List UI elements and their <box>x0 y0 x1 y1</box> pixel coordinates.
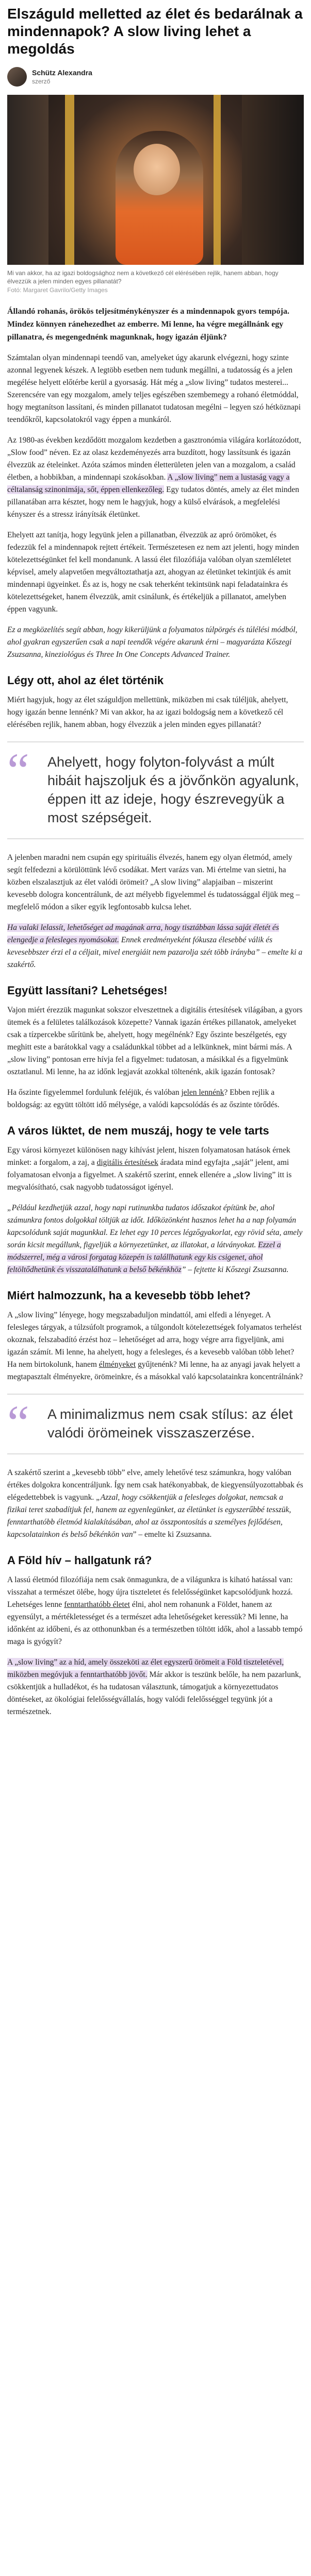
pull-quote <box>7 741 304 839</box>
highlighted-text: A „slow living” az a híd, amely összeköti az élet egyszerű örömeit a Föld tiszteletével, miközben megóvjuk a fenntarthatóbb jövőt. <box>7 1658 284 1679</box>
hero-image <box>7 95 304 265</box>
section-heading: Együtt lassítani? Lehetséges! <box>7 984 168 997</box>
expert-quote-paragraph: Ez a megközelítés segít abban, hogy kikerüljünk a folyamatos túlpörgés és túlélési módból, ahol gyakran egyszerűen csak a napi teendők végére akarunk érni – magyarázta Kőszegi Zsuzsanna, kineziológus és Three In One Concepts Advanced Trainer. <box>7 625 298 659</box>
inline-link[interactable]: jelen lennénk <box>181 1088 224 1097</box>
paragraph-text: élni, ahol nem rohanunk a Földet, hanem az egyensúlyt, a mértékletességet és a természet adta lehetőségeket keressük? Mi lenne, ha időnként az időbeni, és az otthonunkban és a természetben töltött idők, ahol a lassabb tempó maga is gyógyít? <box>7 1600 303 1646</box>
paragraph-text: áradata mind egyfajta „saját” jelent, ami folyamatosan elvonja a figyelmet. A szakértő szerint, ennek ellenére a „slow living” itt is megvalósítható, csak nagyobb tudatosságot igényel. <box>7 1158 292 1192</box>
paragraph <box>7 1467 304 1541</box>
paragraph-text: Az 1980-as években kezdődött mozgalom kezdetben a gasztronómia világára korlátozódott, „Slow food” néven. Ez az olasz kezdeményezés arra buzdított, hogy lassítsunk és igazán élvezzük az ételeinket. Azóta számos minden életterületen jelen van a mozgalom, a család életben, a hobbikban, a mindennapi szokásokban. <box>7 436 301 482</box>
paragraph: Miért hagyjuk, hogy az élet száguldjon mellettünk, miközben mi csak túléljük, ahelyett, hogy igazán benne lennénk? Mi van akkor, ha az igazi boldogság nem a következő cél elérésében rejlik, hanem abban, hogy élvezzük a jelen minden egyes pillanatát? <box>7 696 288 729</box>
paragraph-text: Ha őszinte figyelemmel fordulunk feléjük, és valóban <box>7 1088 179 1097</box>
paragraph <box>7 1309 304 1383</box>
section-heading: Miért halmozzunk, ha a kevesebb több lehet? <box>7 1289 251 1302</box>
paragraph <box>7 1202 304 1276</box>
avatar[interactable] <box>7 67 27 87</box>
paragraph: Ehelyett azt tanítja, hogy legyünk jelen a pillanatban, élvezzük az apró örömöket, és fedezzük fel a mindennapok rejtett értékeit. Természetesen ez nem azt jelenti, hogy minden kötelezettségünket fel kell mondanunk. A lassú élet filozófiája valóban olyan szemléletet képvisel, amely alapvetően megváltoztathatja azt, ahogyan az életünket tekintjük és amit mindennapi ügyeinket. És az is, hogy ne csak teherként tekintsünk napi feladatainkra és kötelezettségeket, hanem élvezzük, amit csinálunk, és értékeljük a pillanatot, amelyben éppen vagyunk. <box>7 531 299 614</box>
italic-quote: „Azzal, hogy csökkentjük a felesleges dolgokat, nemcsak a fizikai teret szabadítjuk fel, hanem az egyenlegünket, az életünket is egyszerűbbé tesszük, fenntarthatóbb életmód kialakításában, ahol az összpontosítás a személyes fejlődésen, kapcsolatainkon és belső békénkön van <box>7 1493 291 1539</box>
highlighted-text: A „slow living” nem a lustaság vagy a céltalanság szinonimája, sőt, éppen ellenkezőleg. <box>7 473 290 494</box>
paragraph-text: A „slow living” lényege, hogy megszabaduljon mindattól, ami elfedi a lényeget. A felesleges tárgyak, a túlzsúfolt programok, a túlgondolt kötelezettségek folyamatos terhelést okoznak, felszabadító érzést hoz – lehetőséget ad arra, hogy végre arra figyeljünk, ami igazán számít. Mi lenne, ha ahelyett, hogy a felesleges, és a kevesebb valóban több lehet? Ha nem birtokolunk, hanem <box>7 1311 302 1369</box>
highlighted-text: Ezzel a módszerrel, még a városi forgatag közepén is talállhatunk egy kis csigenet, ahol feltöltődhetünk és visszatalálhatunk a belső békénkhöz <box>7 1241 281 1274</box>
author-role: szerző <box>32 78 51 85</box>
pull-quote-text: Ahelyett, hogy folyton-folyvást a múlt hibáit hajszoljuk és a jövőnkön agyalunk, éppen itt az ideje, hogy észrevegyük a most szépségeit. <box>47 754 299 825</box>
paragraph <box>7 1656 304 1718</box>
paragraph: Vajon miért érezzük magunkat sokszor elveszettnek a digitális értesítések világában, a gyors ütemek és a felületes találkozások közepette? Vannak igazán értékes pillanatok, amelyeket csak a tízpercekbe sűrítünk be, ahelyett, hogy megélnénk? Egy őszinte beszélgetés, egy meghitt este a barátokkal vagy a családunkkal többet ad a lelkünknek, mint bármi más. A „slow living” pontosan erre hívja fel a figyelmet: tudatosan, a másikkal és a figyelmünk osztatlanul. Mi lenne, ha az időnk legjavát azokkal töltenénk, akik igazán fontosak? <box>7 1006 303 1076</box>
paragraph <box>7 1087 304 1111</box>
paragraph-text: ” – emelte ki Zsuzsanna. <box>133 1530 212 1539</box>
highlighted-text: Ha valaki lelassít, lehetőséget ad magának arra, hogy tisztábban lássa saját életét és elengedje a felesleges nyomásokat. <box>7 923 279 944</box>
author-name[interactable]: Schütz Alexandra <box>32 69 92 77</box>
paragraph-text: ? Ebben rejlik a boldogság: az együtt töltött idő mélysége, a valódi kapcsolódás és az őszinte törődés. <box>7 1088 280 1109</box>
image-caption: Mi van akkor, ha az igazi boldogsághoz nem a következő cél elérésében rejlik, hanem abban, hogy élvezzük a jelen minden egyes pillanatát? <box>7 269 279 285</box>
author-block[interactable] <box>7 67 304 87</box>
inline-link[interactable]: fenntarthatóbb életet <box>64 1600 130 1609</box>
paragraph-text: A szakértő szerint a „kevesebb több” elve, amely lehetővé tesz számunkra, hogy valóban értékes dolgokra koncentráljunk. Így nem csak hatékonyabbak, de kiegyensúlyozottabbak és elégedettebbek is vagyunk. <box>7 1468 303 1502</box>
quote-mark-icon: “ <box>7 1395 29 1450</box>
hero-image-frame-left <box>7 95 48 265</box>
paragraph-text: gyűjtenénk? Mi lenne, ha az anyagi javak helyett a megtapasztalt élményekre, örömeinkre, és a másokkal való kapcsolatainkra koncentrálnánk? <box>7 1360 303 1381</box>
paragraph-text: Egy városi környezet különösen nagy kihívást jelent, hiszen folyamatosan hatások érnek minket: a forgalom, a zaj, a <box>7 1146 290 1167</box>
article <box>0 5 311 1742</box>
paragraph-text: ” – fejtette ki Kőszegi Zsuzsanna. <box>181 1265 289 1274</box>
section-heading: Légy ott, ahol az élet történik <box>7 674 164 687</box>
section-heading: A város lüktet, de nem muszáj, hogy te vele tarts <box>7 1124 269 1137</box>
pull-quote-text: A minimalizmus nem csak stílus: az élet valódi örömeinek visszaszerzése. <box>47 1406 293 1440</box>
lead-paragraph: Állandó rohanás, örökös teljesítménykényszer és a mindennapok gyors tempója. Mindez könnyen ránehezedhet az emberre. Mi lenne, ha végre megállnánk egy pillanatra, és megengednénk magunknak, hogy igazán éljünk? <box>7 307 289 342</box>
paragraph <box>7 922 304 971</box>
paragraph <box>7 1144 304 1194</box>
hero-image-bar <box>65 95 74 265</box>
paragraph-text: Már akkor is teszünk belőle, ha nem pazarlunk, csökkentjük a hulladékot, és ha tudatosan választunk, támogatjuk a környezettudatos döntéseket, az ökológiai felelősségvállalás, hogy valódi felelősséggel tegyünk jót a természetnek. <box>7 1670 301 1716</box>
quote-mark-icon: “ <box>7 743 29 798</box>
paragraph <box>7 1574 304 1648</box>
hero-image-frame-right <box>242 95 304 265</box>
paragraph-text: A lassú életmód filozófiája nem csak önmagunkra, de a világunkra is kiható hatással van: visszahat a természet ölébe, hogy újra tiszteletet és felelősségünket kapcsolódjunk hozzá. Lehetséges lenne <box>7 1575 293 1609</box>
inline-link[interactable]: élményeket <box>99 1360 136 1369</box>
article-title: Elszáguld melletted az élet és bedarálnak a mindennapok? A slow living lehet a megoldás <box>7 6 303 57</box>
paragraph-text: Ennek eredményeként fókusza élesebbé válik és kevesebbszer érzi el a céljait, mivel energiáit nem pazarolja szét több irányba” – emelte ki a szakértő. <box>7 936 303 969</box>
inline-link[interactable]: digitális értesítések <box>96 1158 158 1167</box>
paragraph-text: „Például kezdhetjük azzal, hogy napi rutinunkba tudatos időszakot építünk be, ahol számunkra fontos dolgokkal töltjük az időt. Időközönként hasznos lehet ha a nap folyamán kapcsolódunk saját magunkkal. Ez lehet egy 10 perces légzőgyakorlat, egy rövid séta, amely során kicsit megállunk, figyeljük a környezetünket, az illatokat, a látványokat. <box>7 1204 303 1249</box>
image-credit: Fotó: Margaret Gavrilo/Getty Images <box>7 286 108 294</box>
paragraph: A jelenben maradni nem csupán egy spirituális élvezés, hanem egy olyan életmód, amely segít felfedezni a körülöttünk lévő csodákat. Mert varázs van. Mi értelme van sietni, ha közben elszalasztjuk az élet valódi örömeit? „A slow living” alapjaiban – miszerint kevesebb dologra koncentrálunk, de azt mélyebb figyelemmel és tudatossággal éljük meg – megfelelő módon a siker egyik legfontosabb kulcsa lehet. <box>7 853 300 911</box>
section-heading: A Föld hív – hallgatunk rá? <box>7 1554 152 1567</box>
paragraph <box>7 434 304 521</box>
paragraph: Számtalan olyan mindennapi teendő van, amelyeket úgy akarunk elvégezni, hogy szinte azonnal legyenek készek. A legtöbb esetben nem tudunk megállni, a tudatosság és a jelen megélése helyett előtérbe kerül a gyorsaság. Hát még a „slow living” tudatos mesterei... Szerencsére van egy mozgalom, amely teljes egészében szembemegy a rohanó életmóddal, hogy megtanítson lassítani, és minden pillanatot tudatosan megélni – legyen szó hétköznapi teendőkről, kapcsolatokról vagy éppen a munkáról. <box>7 353 301 424</box>
hero-image-bar <box>214 95 221 265</box>
pull-quote <box>7 1394 304 1454</box>
hero-image-face <box>134 144 180 195</box>
paragraph-text: Egy tudatos döntés, amely az élet minden pillanatában arra késztet, hogy nem le hagyjuk, hogy a külső elvárások, a megfelelési kényszer és a stressz irányítsák életünket. <box>7 485 300 519</box>
